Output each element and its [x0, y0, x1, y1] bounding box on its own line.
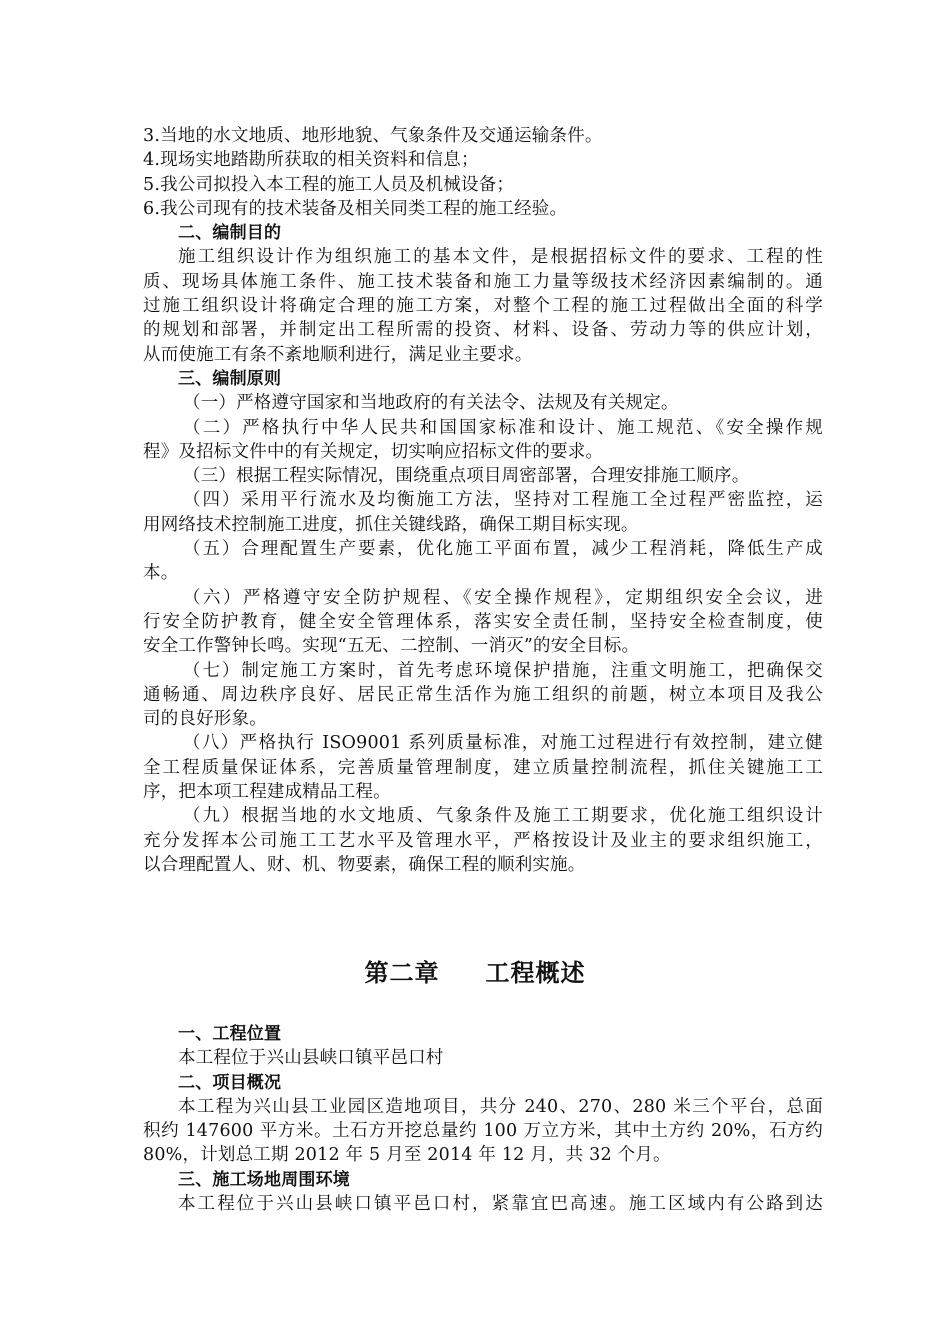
principle-line: （二）严格执行中华人民共和国国家标准和设计、施工规范、《安全操作规 — [183, 417, 823, 438]
principle-line: （九）根据当地的水文地质、气象条件及施工工期要求，优化施工组织设计 — [183, 806, 823, 827]
section-heading-location: 一、工程位置 — [178, 1024, 282, 1044]
principle-line: 司的良好形象。 — [143, 709, 267, 730]
basis-item-4: 4.现场实地踏勘所获取的相关资料和信息； — [143, 150, 479, 171]
basis-item-3: 3.当地的水文地质、地形地貌、气象条件及交通运输条件。 — [143, 126, 603, 146]
principle-line: 全工程质量保证体系，完善质量管理制度，建立质量控制流程，抓住关键施工工 — [143, 757, 823, 778]
purpose-line: 质、现场具体施工条件、施工技术装备和施工力量等级技术经济因素编制的。通 — [143, 271, 823, 292]
basis-item-5: 5.我公司拟投入本工程的施工人员及机械设备； — [143, 174, 515, 195]
project-line: 80%，计划总工期 2012 年 5 月至 2014 年 12 月，共 32 个月。 — [143, 1145, 671, 1166]
principle-line: 行安全防护教育，健全安全管理体系，落实安全责任制，坚持安全检查制度，使 — [143, 611, 823, 632]
environment-line: 本工程位于兴山县峡口镇平邑口村，紧靠宜巴高速。施工区域内有公路到达 — [178, 1194, 823, 1215]
principle-line: （三）根据工程实际情况，围绕重点项目周密部署，合理安排施工顺序。 — [183, 466, 750, 487]
section-heading-project: 二、项目概况 — [178, 1072, 282, 1093]
document-body-upper — [143, 124, 823, 877]
principle-line: 安全工作警钟长鸣。实现“五无、二控制、一消灭”的安全目标。 — [143, 636, 640, 657]
purpose-line: 施工组织设计作为组织施工的基本文件，是根据招标文件的要求、工程的性 — [178, 247, 823, 268]
document-body-lower — [143, 1022, 823, 1216]
purpose-line: 的规划和部署，并制定出工程所需的投资、材料、设备、劳动力等的供应计划， — [143, 320, 823, 341]
purpose-line: 从而使施工有条不紊地顺利进行，满足业主要求。 — [143, 344, 533, 365]
section-heading-environment: 三、施工场地周围环境 — [178, 1169, 350, 1190]
principle-line: 以合理配置人、财、机、物要素，确保工程的顺利实施。 — [143, 854, 586, 875]
chapter-number: 第二章 — [364, 959, 440, 987]
location-text: 本工程位于兴山县峡口镇平邑口村 — [178, 1048, 444, 1069]
principle-line: 用网络技术控制施工进度，抓住关键线路，确保工期目标实现。 — [143, 514, 639, 535]
chapter-title — [0, 953, 950, 988]
basis-item-6: 6.我公司现有的技术装备及相关同类工程的施工经验。 — [143, 198, 568, 219]
principle-line: 通畅通、周边秩序良好、居民正常生活作为施工组织的前题，树立本项目及我公 — [143, 684, 823, 705]
principle-line: （八）严格执行 ISO9001 系列质量标准，对施工过程进行有效控制，建立健 — [183, 733, 823, 754]
principle-line: （六）严格遵守安全防护规程、《安全操作规程》，定期组织安全会议，进 — [183, 587, 823, 608]
chapter-name: 工程概述 — [485, 959, 586, 987]
principle-line: （四）采用平行流水及均衡施工方法，坚持对工程施工全过程严密监控，运 — [183, 490, 823, 511]
principle-line: （七）制定施工方案时，首先考虑环境保护措施，注重文明施工，把确保交 — [183, 660, 823, 681]
principle-line: 程》及招标文件中的有关规定，切实响应招标文件的要求。 — [143, 441, 604, 462]
principle-line: （五）合理配置生产要素，优化施工平面布置，减少工程消耗，降低生产成 — [183, 539, 823, 560]
principle-line: 序，把本项工程建成精品工程。 — [143, 782, 391, 803]
section-heading-principles: 三、编制原则 — [178, 368, 282, 389]
principle-line: 充分发挥本公司施工工艺水平及管理水平，严格按设计及业主的要求组织施工， — [143, 830, 823, 851]
project-line: 本工程为兴山县工业园区造地项目，共分 240、270、280 米三个平台，总面 — [178, 1096, 823, 1117]
section-heading-purpose: 二、编制目的 — [178, 223, 282, 244]
principle-line: 本。 — [143, 563, 179, 584]
project-line: 积约 147600 平方米。土石方开挖总量约 100 万立方米，其中土方约 20%，石方约 — [143, 1121, 823, 1142]
principle-line: （一）严格遵守国家和当地政府的有关法令、法规及有关规定。 — [183, 393, 679, 414]
purpose-line: 过施工组织设计将确定合理的施工方案，对整个工程的施工过程做出全面的科学 — [143, 296, 823, 317]
